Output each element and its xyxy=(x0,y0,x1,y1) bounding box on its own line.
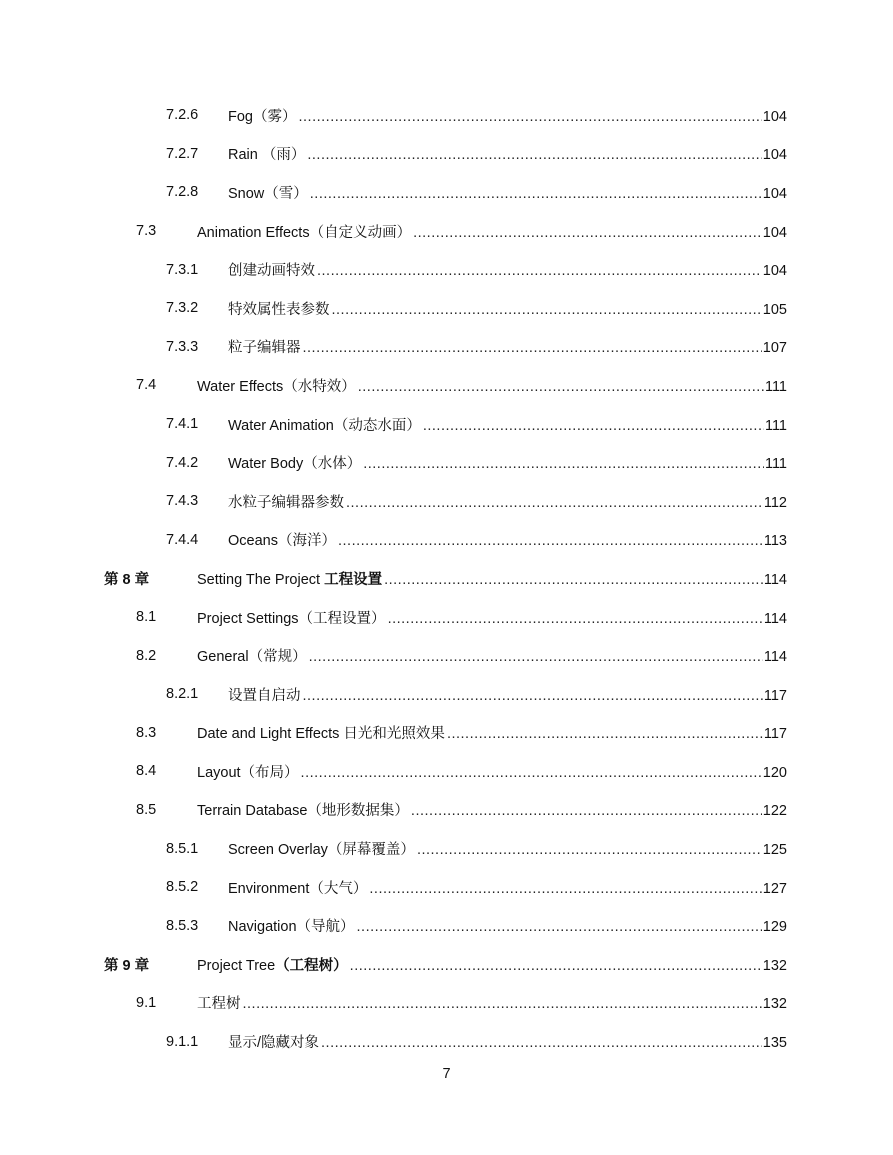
toc-entry-title xyxy=(197,568,382,589)
toc-entry-line xyxy=(228,259,787,280)
toc-entry-line xyxy=(197,722,787,743)
toc-entry-number: 7.2.7 xyxy=(166,145,199,162)
toc-entry-number: 8.2 xyxy=(136,647,157,664)
toc-entry-line xyxy=(197,992,787,1013)
toc-entry-line xyxy=(228,491,787,512)
toc-entry-title xyxy=(228,336,301,357)
toc-entry-title-text: Animation Effects（自定义动画） xyxy=(197,224,412,241)
toc-entry-title xyxy=(197,761,299,782)
toc-entry-title-text: Project Tree xyxy=(197,957,276,974)
toc-entry-number: 7.3.2 xyxy=(166,300,199,317)
dot-leader xyxy=(346,495,763,511)
toc-entry-number: 8.3 xyxy=(136,724,157,741)
toc-entry-title xyxy=(228,182,308,203)
dot-leader xyxy=(332,302,762,318)
dot-leader xyxy=(243,996,762,1012)
toc-entry-title-text: Snow（雪） xyxy=(228,185,308,202)
dot-leader xyxy=(357,919,762,935)
toc-entry-line xyxy=(228,915,787,936)
toc-entry-line xyxy=(228,336,787,357)
toc-entry-line xyxy=(228,838,787,859)
toc-entry-number: 7.2.8 xyxy=(166,184,199,201)
toc-entry-page: 135 xyxy=(762,1035,787,1052)
toc-entry-title-text: 特效属性表参数 xyxy=(228,301,330,318)
toc-entry-page: 114 xyxy=(763,571,787,588)
toc-entry[interactable] xyxy=(0,598,893,637)
toc-entry[interactable] xyxy=(0,289,893,328)
toc-entry[interactable] xyxy=(0,405,893,444)
toc-entry-title-zh: （工程树） xyxy=(275,957,348,974)
toc-entry[interactable] xyxy=(0,906,893,945)
toc-entry-number: 7.3 xyxy=(136,223,157,240)
dot-leader xyxy=(310,186,762,202)
dot-leader xyxy=(384,572,763,588)
dot-leader xyxy=(299,109,762,125)
dot-leader xyxy=(307,147,761,163)
toc-entry[interactable] xyxy=(0,212,893,251)
toc-entry-line xyxy=(228,684,787,705)
dot-leader xyxy=(338,533,763,549)
toc-entry-title xyxy=(197,722,445,743)
toc-entry-number: 第 9 章 xyxy=(104,957,150,974)
toc-entry-title xyxy=(228,877,367,898)
toc-entry-page: 107 xyxy=(762,340,787,357)
toc-entry-title-text: Water Animation（动态水面） xyxy=(228,417,421,434)
toc-entry-page: 117 xyxy=(763,687,787,704)
toc-entry-page: 104 xyxy=(762,147,787,164)
dot-leader xyxy=(423,418,764,434)
dot-leader xyxy=(317,263,762,279)
toc-entry-page: 127 xyxy=(762,880,787,897)
toc-entry-line xyxy=(197,375,787,396)
toc-entry[interactable] xyxy=(0,173,893,212)
toc-entry-number: 7.4 xyxy=(136,377,157,394)
dot-leader xyxy=(388,611,763,627)
toc-entry[interactable] xyxy=(0,752,893,791)
dot-leader xyxy=(321,1035,762,1051)
toc-entry-page: 117 xyxy=(763,726,787,743)
toc-entry-title-text: Water Body（水体） xyxy=(228,456,362,473)
toc-entry-page: 125 xyxy=(762,842,787,859)
toc-entry-number: 7.2.6 xyxy=(166,107,199,124)
toc-entry-title-text: 水粒子编辑器参数 xyxy=(228,494,344,511)
toc-entry-number: 7.4.2 xyxy=(166,454,199,471)
toc-entry-title xyxy=(228,452,361,473)
toc-entry-title-text: Terrain Database（地形数据集） xyxy=(197,803,409,820)
toc-entry[interactable] xyxy=(0,521,893,560)
toc-entry-line xyxy=(228,877,787,898)
toc-entry[interactable] xyxy=(0,135,893,174)
toc-entry-line xyxy=(228,105,787,126)
toc-entry[interactable] xyxy=(0,1022,893,1061)
toc-entry-title-text: Water Effects（水特效） xyxy=(197,378,356,395)
toc-entry-title xyxy=(228,259,315,280)
toc-entry-title-text: Environment（大气） xyxy=(228,880,368,897)
toc-entry-title xyxy=(228,491,344,512)
toc-entry-number: 8.5.3 xyxy=(166,917,199,934)
dot-leader xyxy=(417,842,762,858)
toc-entry-number: 7.4.4 xyxy=(166,531,199,548)
toc-entry[interactable] xyxy=(0,482,893,521)
toc-entry-number: 9.1 xyxy=(136,994,157,1011)
dot-leader xyxy=(303,340,762,356)
toc-entry-page: 104 xyxy=(762,224,787,241)
toc-entry-page: 104 xyxy=(762,108,787,125)
toc-entry[interactable] xyxy=(0,675,893,714)
toc-entry-title-text: Date and Light Effects 日光和光照效果 xyxy=(197,726,445,743)
toc-entry-number: 7.4.3 xyxy=(166,493,199,510)
toc-entry-number: 8.5.2 xyxy=(166,879,199,896)
toc-entry-line xyxy=(197,761,787,782)
toc-entry-title-text: Project Settings（工程设置） xyxy=(197,610,386,627)
toc-entry-title xyxy=(228,915,355,936)
toc-entry-title-text: 粒子编辑器 xyxy=(228,340,301,357)
toc-entry-number: 8.2.1 xyxy=(166,686,199,703)
toc-entry-number: 8.1 xyxy=(136,609,157,626)
dot-leader xyxy=(447,726,763,742)
toc-entry-line xyxy=(197,221,787,242)
toc-entry-page: 111 xyxy=(764,378,787,395)
toc-entry[interactable] xyxy=(0,714,893,753)
page-number: 7 xyxy=(442,1066,451,1082)
toc-entry-number: 8.5.1 xyxy=(166,840,199,857)
toc-entry-line xyxy=(197,607,787,628)
toc-entry-title xyxy=(197,799,409,820)
toc-entry-number: 7.3.1 xyxy=(166,261,199,278)
toc-entry-page: 113 xyxy=(763,533,787,550)
toc-entry-title xyxy=(197,954,348,975)
toc-entry-number: 7.3.3 xyxy=(166,338,199,355)
toc-entry-number: 7.4.1 xyxy=(166,416,199,433)
toc-entry-title-zh: 工程设置 xyxy=(324,571,383,588)
toc-entry-title xyxy=(228,838,415,859)
toc-entry[interactable] xyxy=(0,945,893,984)
dot-leader xyxy=(303,688,763,704)
toc-entry[interactable] xyxy=(0,984,893,1023)
toc-entry-number: 9.1.1 xyxy=(166,1033,199,1050)
toc-entry-title-text: 工程树 xyxy=(197,996,241,1013)
toc-entry-title-text: Navigation（导航） xyxy=(228,919,355,936)
toc-entry-number: 第 8 章 xyxy=(104,571,150,588)
toc-entry-page: 104 xyxy=(762,185,787,202)
toc-entry-page: 104 xyxy=(762,263,787,280)
toc-entry-page: 114 xyxy=(763,610,787,627)
toc-entry-title xyxy=(228,529,336,550)
toc-entry[interactable] xyxy=(0,366,893,405)
toc-entry-line xyxy=(228,1031,787,1052)
toc-entry[interactable] xyxy=(0,868,893,907)
toc-entry[interactable] xyxy=(0,328,893,367)
toc-entry-title-text: 设置自启动 xyxy=(228,687,301,704)
toc-entry-line xyxy=(228,529,787,550)
dot-leader xyxy=(358,379,764,395)
toc-entry[interactable] xyxy=(0,96,893,135)
toc-entry-number: 8.5 xyxy=(136,801,157,818)
toc-entry-page: 129 xyxy=(762,919,787,936)
toc-entry-title-text: Layout（布局） xyxy=(197,764,299,781)
dot-leader xyxy=(413,225,762,241)
toc-entry-title xyxy=(228,684,301,705)
toc-entry[interactable] xyxy=(0,559,893,598)
toc-entry-title-text: 创建动画特效 xyxy=(228,263,315,280)
toc-entry-title xyxy=(197,992,241,1013)
toc-entry-title-text: Rain （雨） xyxy=(228,147,306,164)
toc-entry[interactable] xyxy=(0,829,893,868)
dot-leader xyxy=(309,649,763,665)
toc-entry[interactable] xyxy=(0,443,893,482)
toc-entry-title xyxy=(197,375,356,396)
toc-entry-page: 120 xyxy=(762,764,787,781)
dot-leader xyxy=(369,881,761,897)
toc-entry-title-text: 显示/隐藏对象 xyxy=(228,1035,320,1052)
dot-leader xyxy=(411,803,762,819)
toc-entry-line xyxy=(228,298,787,319)
toc-entry-page: 111 xyxy=(764,456,787,473)
toc-entry-title xyxy=(197,645,307,666)
toc-entry-title-text: Setting The Project xyxy=(197,571,325,588)
toc-entry-line xyxy=(197,645,787,666)
toc-entry-line xyxy=(197,954,787,975)
toc-entry-title xyxy=(228,105,297,126)
toc-entry-line xyxy=(197,799,787,820)
toc-entry-title-text: Oceans（海洋） xyxy=(228,533,336,550)
toc-entry[interactable] xyxy=(0,636,893,675)
toc-entry-title xyxy=(228,1031,319,1052)
dot-leader xyxy=(363,456,764,472)
toc-entry[interactable] xyxy=(0,250,893,289)
toc-entry-page: 114 xyxy=(763,649,787,666)
toc-entry-line xyxy=(228,182,787,203)
toc-entry-title xyxy=(197,607,386,628)
toc-entry-page: 132 xyxy=(762,996,787,1013)
table-of-contents xyxy=(0,96,893,1061)
toc-entry-page: 111 xyxy=(764,417,787,434)
toc-entry[interactable] xyxy=(0,791,893,830)
toc-entry-title xyxy=(228,414,421,435)
toc-entry-page: 105 xyxy=(762,301,787,318)
toc-entry-page: 122 xyxy=(762,803,787,820)
dot-leader xyxy=(350,958,762,974)
toc-entry-title-text: General（常规） xyxy=(197,649,307,666)
toc-entry-page: 132 xyxy=(762,957,787,974)
toc-entry-line xyxy=(228,452,787,473)
dot-leader xyxy=(301,765,762,781)
toc-entry-title xyxy=(197,221,411,242)
toc-entry-number: 8.4 xyxy=(136,763,157,780)
toc-entry-title-text: Fog（雾） xyxy=(228,108,297,125)
toc-entry-title-text: Screen Overlay（屏幕覆盖） xyxy=(228,842,415,859)
toc-entry-title xyxy=(228,298,330,319)
toc-entry-page: 112 xyxy=(763,494,787,511)
toc-entry-line xyxy=(197,568,787,589)
toc-entry-line xyxy=(228,414,787,435)
toc-entry-title xyxy=(228,143,305,164)
toc-entry-line xyxy=(228,143,787,164)
